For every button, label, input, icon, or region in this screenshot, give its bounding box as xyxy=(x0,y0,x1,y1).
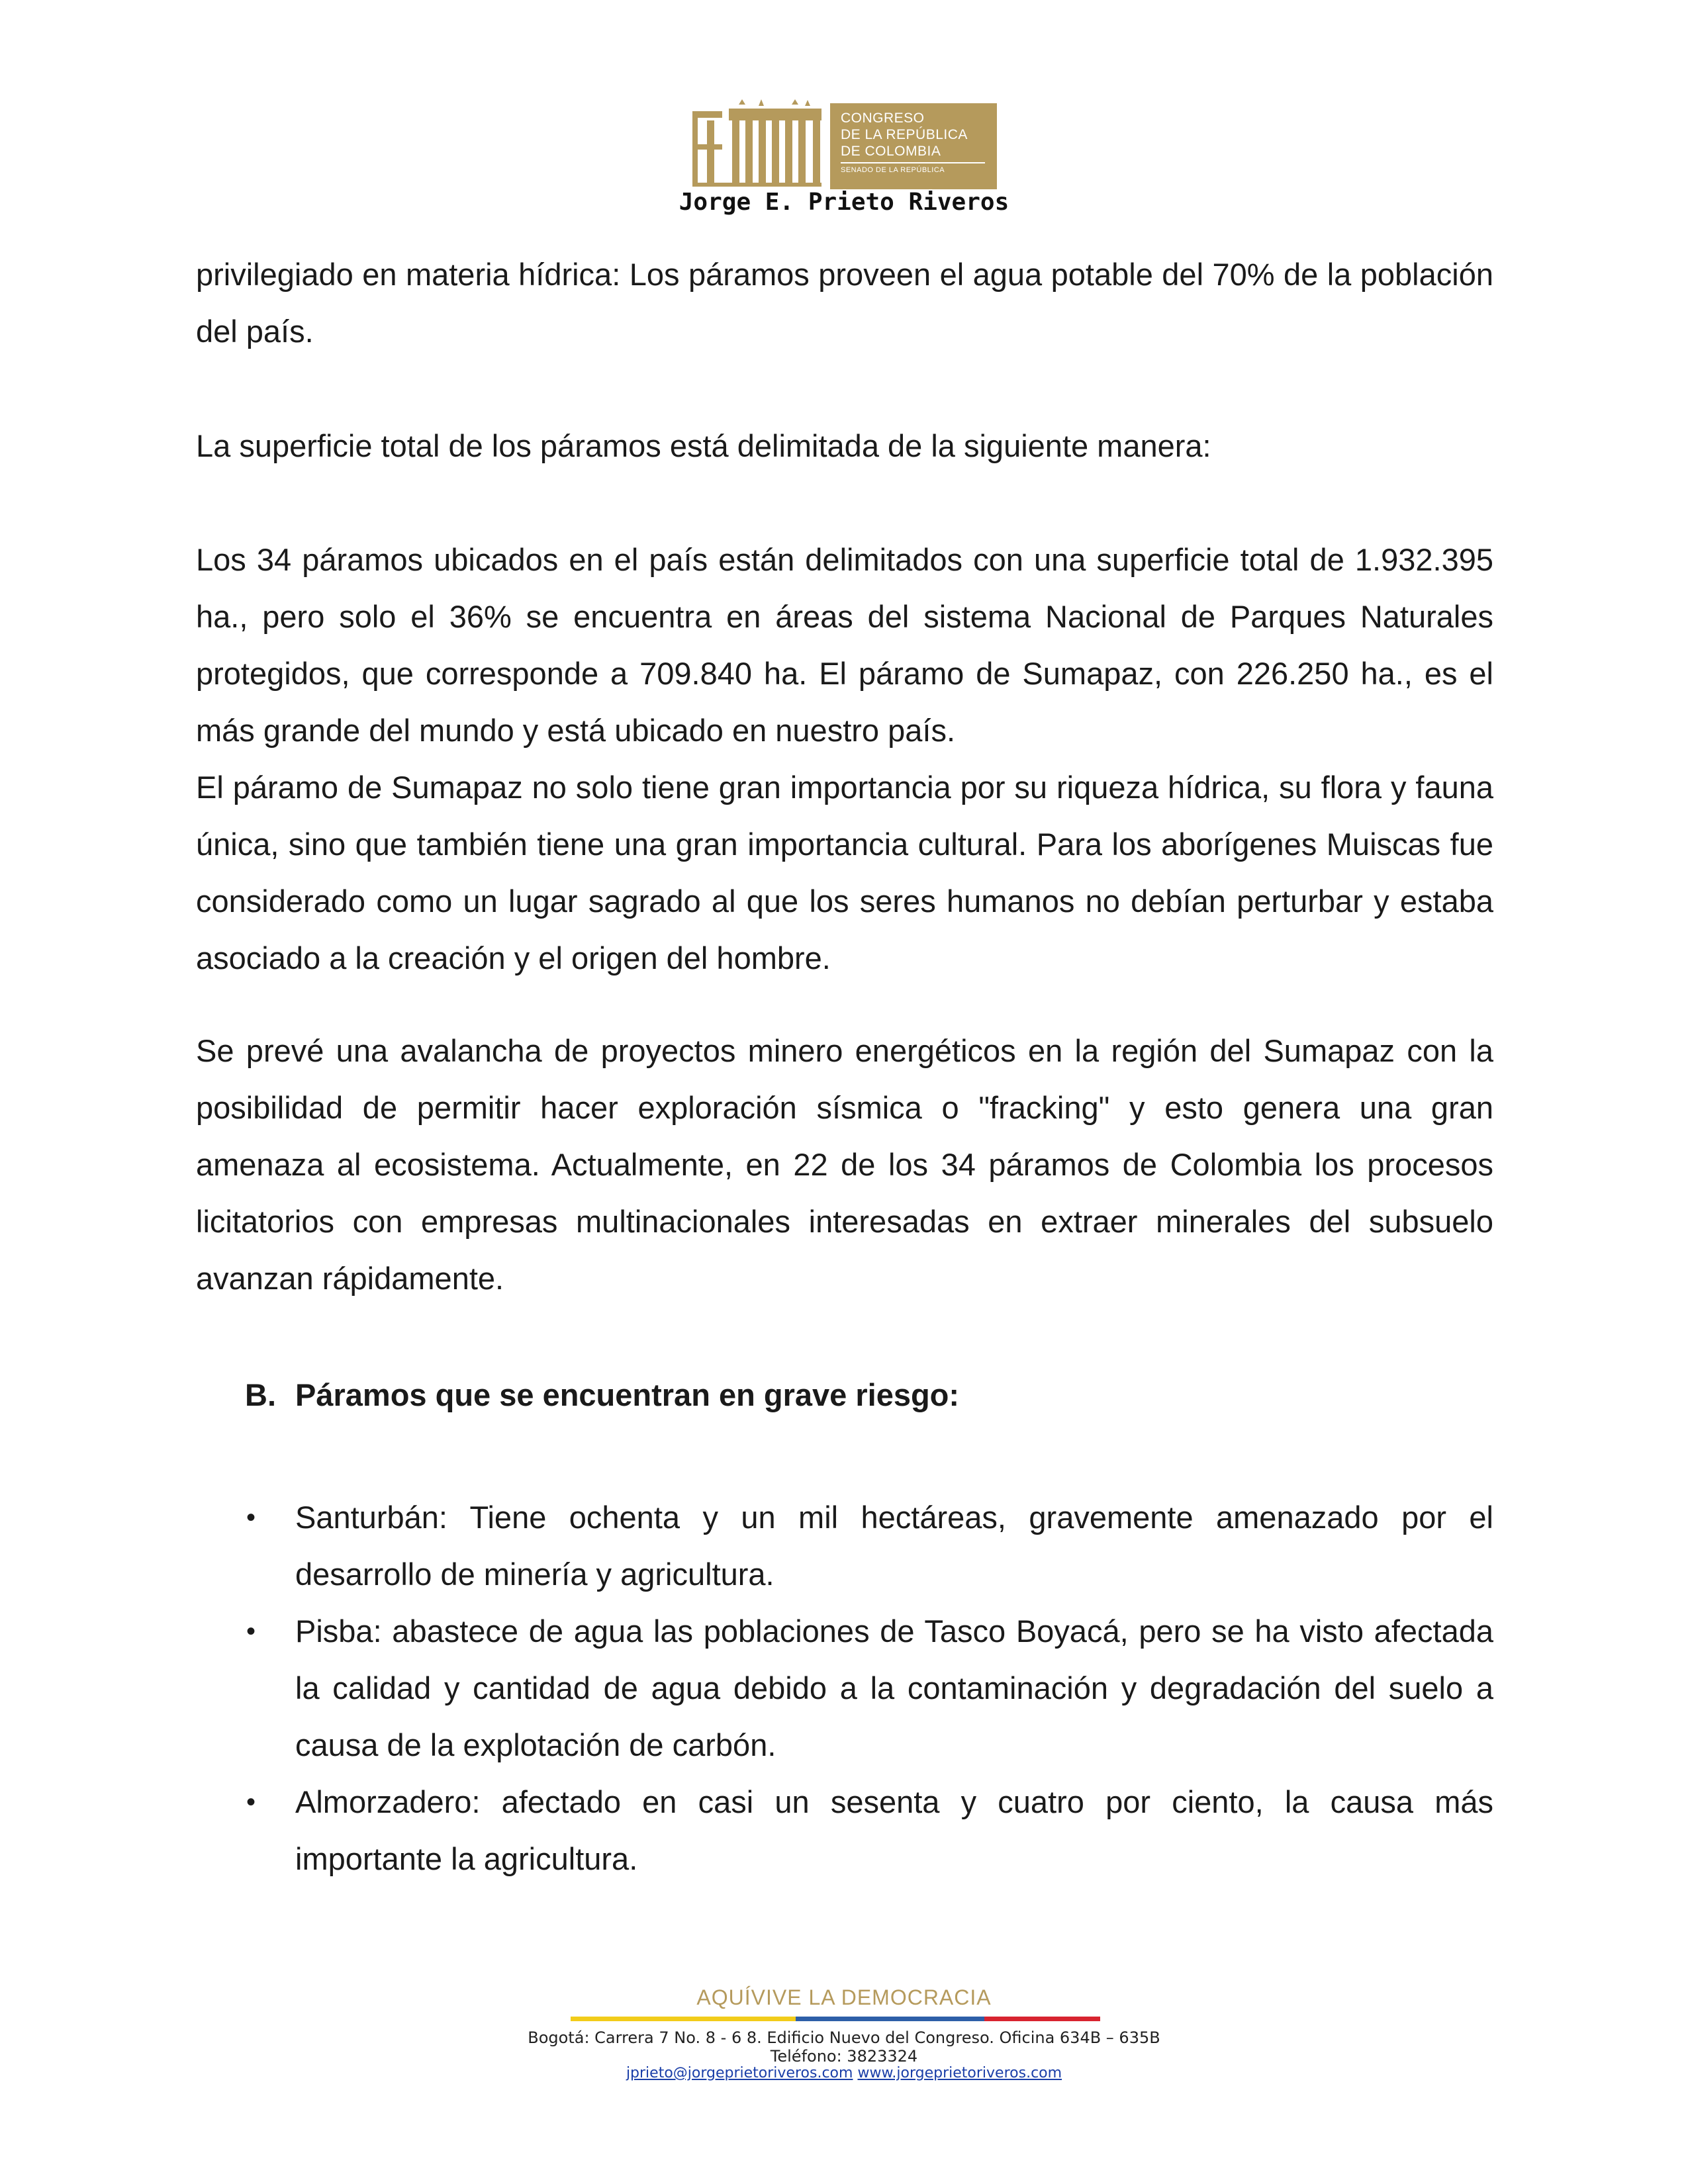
bullet-icon: • xyxy=(246,1788,256,1817)
section-letter: B. xyxy=(245,1377,276,1412)
capitol-building-icon xyxy=(692,98,825,191)
list-item-text: Almorzadero: afectado en casi un sesenta y cuatro por ciento, la causa más importante la agricultura. xyxy=(295,1784,1493,1876)
list-item-text: Pisba: abastece de agua las poblaciones de Tasco Boyacá, pero se ha visto afectada la calidad y cantidad de agua debido a la contaminación y degradación del suelo a causa de la explotación de carbón. xyxy=(295,1614,1493,1762)
logo-line-3: DE COLOMBIA xyxy=(841,144,941,159)
footer-links xyxy=(0,2065,1688,2081)
congress-logo xyxy=(692,98,997,191)
list-item xyxy=(245,1489,1493,1603)
paragraph-sumapaz-culture: El páramo de Sumapaz no solo tiene gran importancia por su riqueza hídrica, su flora y fauna única, sino que también tiene una gran importancia cultural. Para los aborígenes Muiscas fue considerado como un lugar sagrado al que los seres humanos no debían perturbar y estaba asociado a la creación y el origen del hombre. xyxy=(196,770,1493,976)
senator-name: Jorge E. Prieto Riveros xyxy=(679,189,1009,216)
bullet-icon: • xyxy=(246,1503,256,1532)
section-heading xyxy=(245,1377,959,1413)
paragraph-mining-threat: Se prevé una avalancha de proyectos minero energéticos en la región del Sumapaz con la posibilidad de permitir hacer exploración sísmica o "fracking" y esto genera una gran amenaza al ecosistema. Actualmente, en 22 de los 34 páramos de Colombia los procesos licitatorios con empresas multinacionales interesadas en extraer minerales del subsuelo avanzan rápidamente. xyxy=(196,1033,1493,1296)
paragraph-surface-data: Los 34 páramos ubicados en el país están delimitados con una superficie total de 1.932.395 ha., pero solo el 36% se encuentra en áreas del sistema Nacional de Parques Naturales protegidos, que corresponde a 709.840 ha. El páramo de Sumapaz, con 226.250 ha., es el más grande del mundo y está ubicado en nuestro país. xyxy=(196,542,1493,748)
logo-line-1: CONGRESO xyxy=(841,111,925,126)
paragraph-water-supply: privilegiado en materia hídrica: Los páramos proveen el agua potable del 70% de la población del país. xyxy=(196,257,1493,349)
flag-stripe-yellow xyxy=(571,2017,796,2021)
bullet-icon: • xyxy=(246,1617,256,1646)
list-item-text: Santurbán: Tiene ochenta y un mil hectáreas, gravemente amenazado por el desarrollo de minería y agricultura. xyxy=(295,1500,1493,1592)
email-link[interactable]: jprieto@jorgeprietoriveros.com xyxy=(626,2065,853,2081)
website-link[interactable]: www.jorgeprietoriveros.com xyxy=(857,2065,1062,2081)
section-title: Páramos que se encuentran en grave riesgo: xyxy=(295,1377,960,1412)
paragraph-surface-intro: La superficie total de los páramos está delimitada de la siguiente manera: xyxy=(196,428,1211,463)
footer-phone: Teléfono: 3823324 xyxy=(770,2047,918,2066)
flag-stripe-blue xyxy=(796,2017,984,2021)
list-item xyxy=(245,1774,1493,1888)
logo-divider xyxy=(841,162,985,163)
logo-line-2: DE LA REPÚBLICA xyxy=(841,127,968,142)
list-item xyxy=(245,1603,1493,1774)
logo-senate-label: SENADO DE LA REPÚBLICA xyxy=(841,166,945,174)
footer-motto: AQUÍVIVE LA DEMOCRACIA xyxy=(696,1985,992,2009)
footer-address: Bogotá: Carrera 7 No. 8 - 6 8. Edificio Nuevo del Congreso. Oficina 634B – 635B xyxy=(528,2028,1160,2047)
risk-list xyxy=(245,1489,1493,1888)
flag-stripe-red xyxy=(984,2017,1100,2021)
logo-text-box xyxy=(830,103,997,189)
